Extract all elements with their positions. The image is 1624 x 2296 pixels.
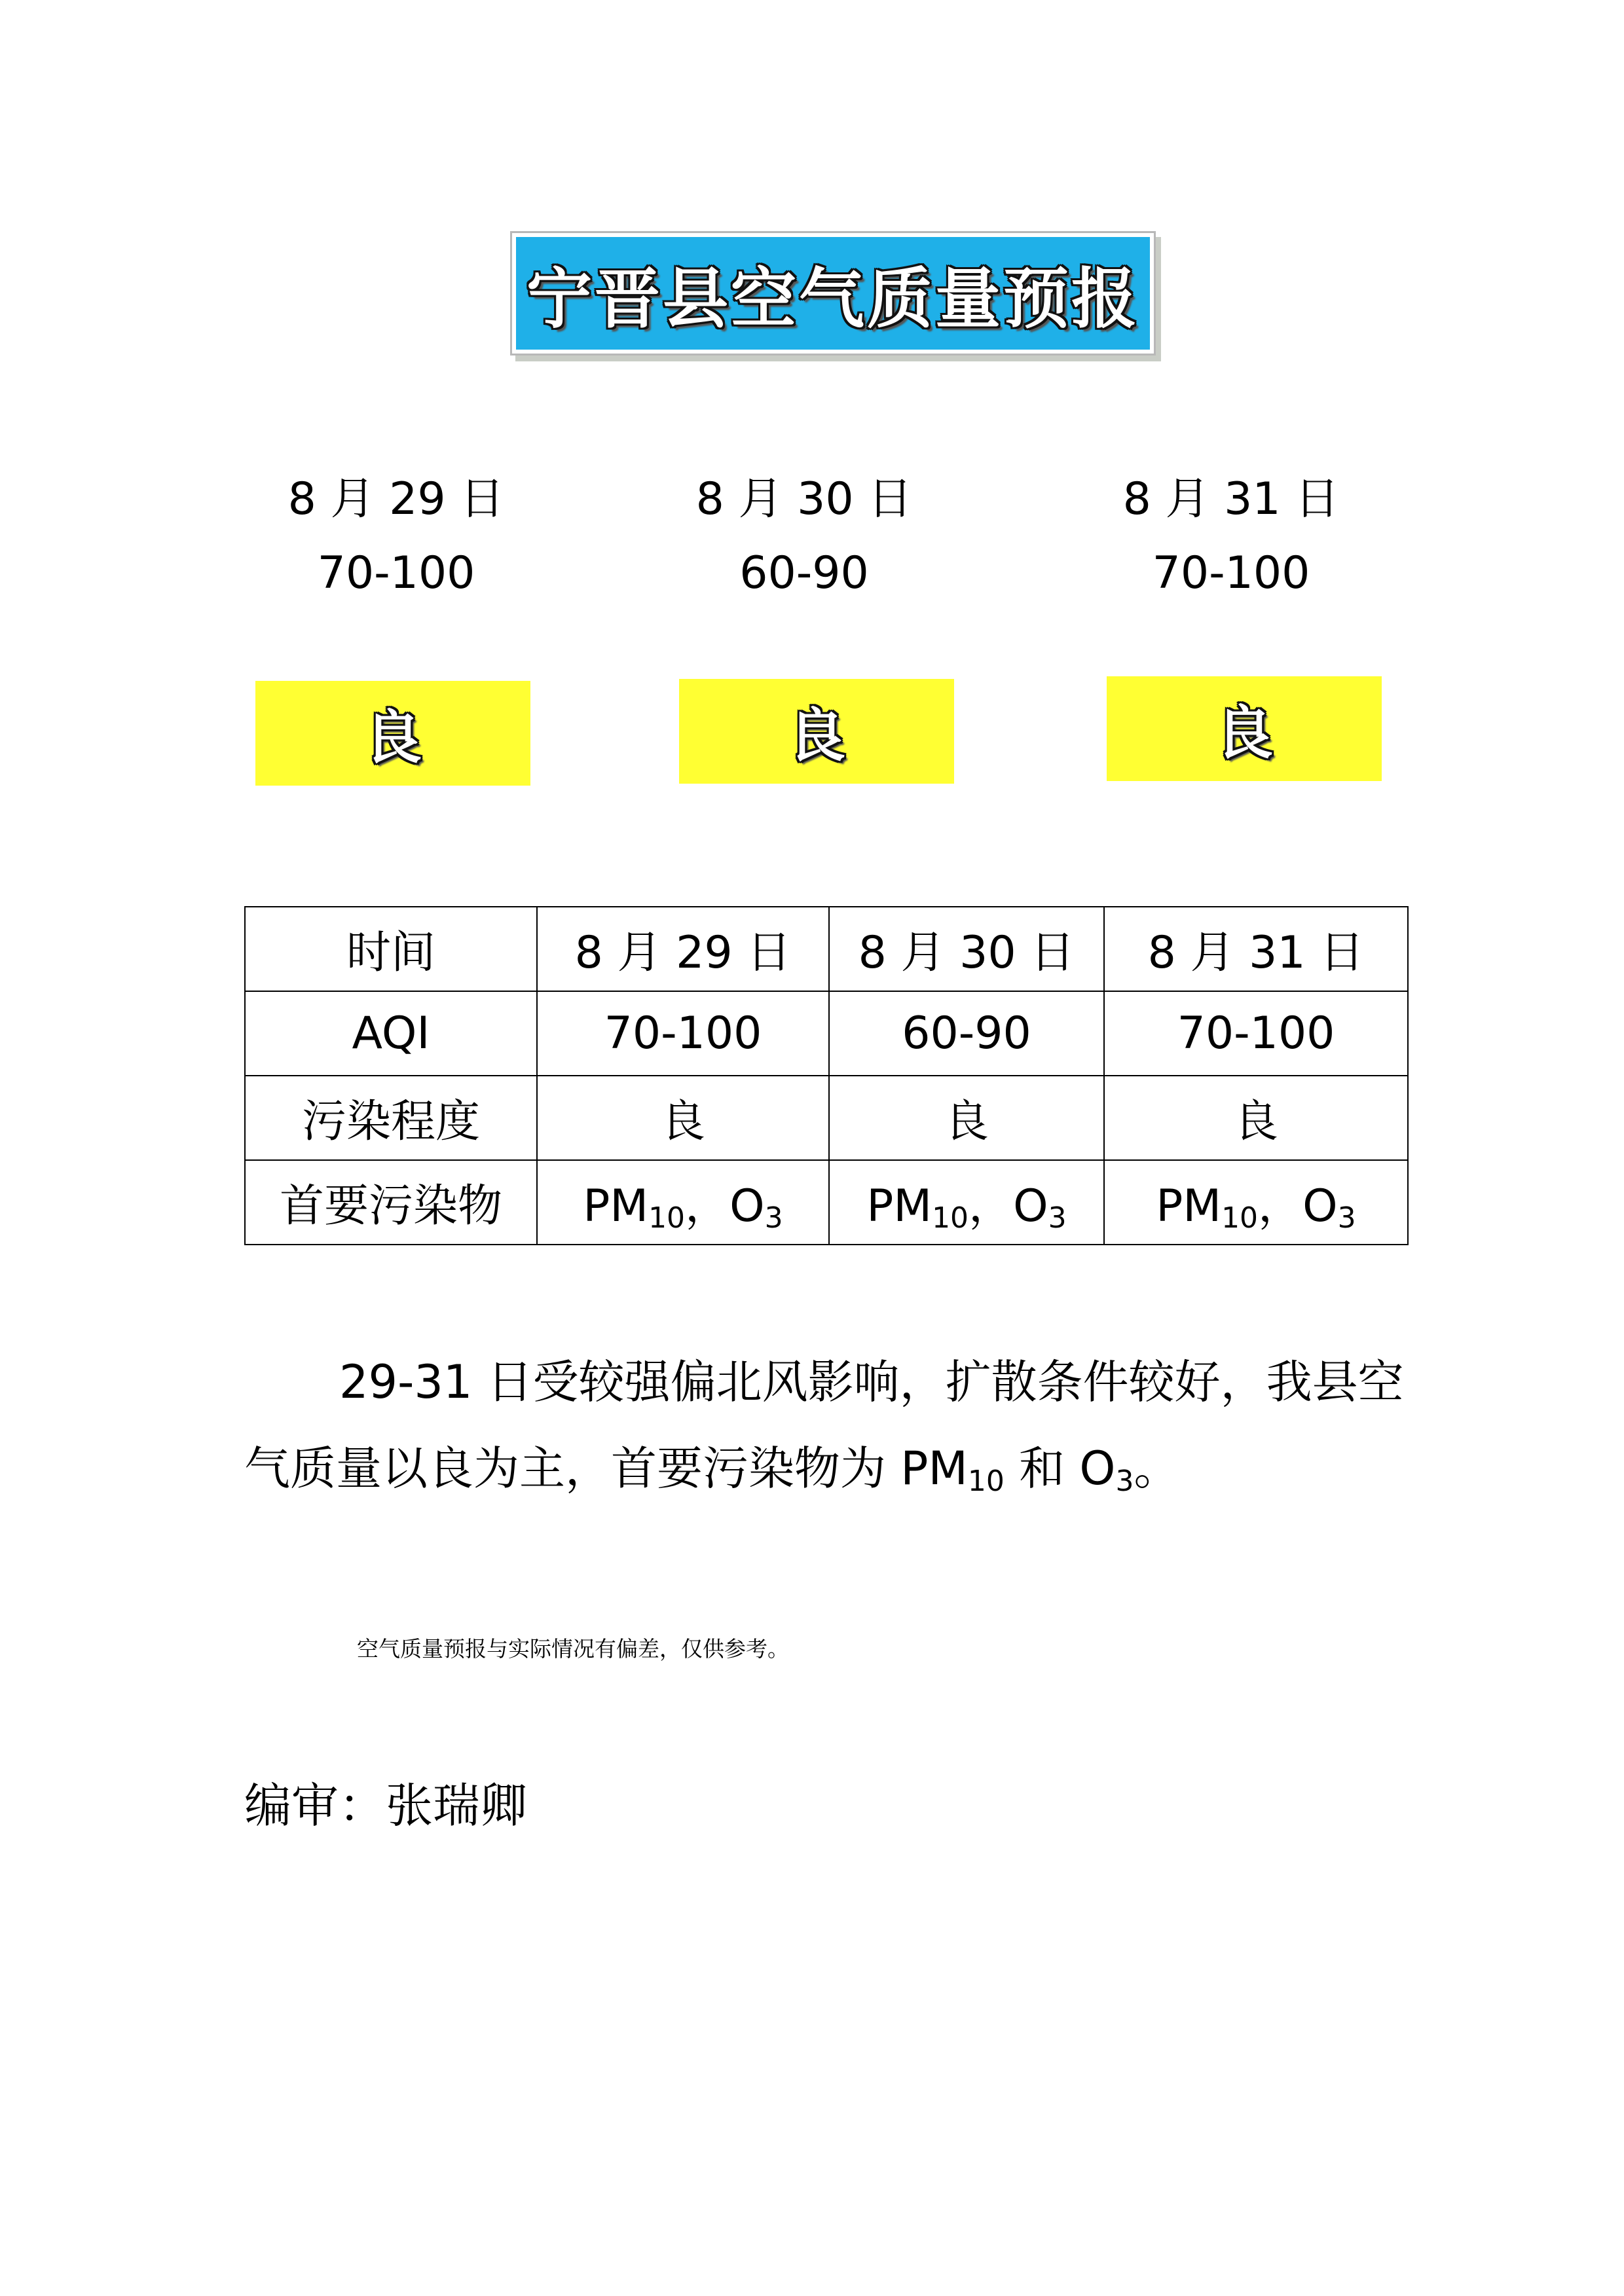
grade-text: 良 [1215, 699, 1273, 767]
pollutant-cell: $PM_{10}$，$O_3$ [1104, 1160, 1408, 1245]
table-row [245, 907, 1408, 991]
grade-text: 良 [363, 704, 422, 771]
page-title: 宁晋县空气质量预报 [526, 261, 1139, 337]
table-cell: 70-100 [537, 991, 829, 1076]
forecast-day-1 [226, 464, 566, 599]
grade-badge-day-1 [255, 681, 530, 786]
pollutant-cell: $PM_{10}$，$O_3$ [829, 1160, 1104, 1245]
grade-text: 良 [787, 702, 845, 769]
grade-badge-day-2 [679, 679, 954, 784]
title-banner [512, 233, 1154, 354]
row-label: 首要污染物 [245, 1160, 537, 1245]
grade-badge-day-3 [1107, 676, 1382, 781]
table-cell: 8 月 30 日 [829, 907, 1104, 991]
table-row [245, 991, 1408, 1076]
table-cell: 良 [1104, 1076, 1408, 1160]
forecast-aqi: 70-100 [317, 547, 475, 599]
pollutant-cell: $PM_{10}$，$O_3$ [537, 1160, 829, 1245]
table-cell: 8 月 29 日 [537, 907, 829, 991]
forecast-summary-paragraph: 29-31 日受较强偏北风影响，扩散条件较好，我县空气质量以良为主，首要污染物为 $PM_{10}$ 和 $O_3$。 [244, 1355, 1404, 1498]
table-cell: 良 [537, 1076, 829, 1160]
table-cell: 70-100 [1104, 991, 1408, 1076]
table-cell: 良 [829, 1076, 1104, 1160]
table-row [245, 1160, 1408, 1245]
table-row [245, 1076, 1408, 1160]
row-label: 时间 [245, 907, 537, 991]
editor-credit: 编审：张瑞卿 [244, 1778, 528, 1833]
forecast-aqi: 70-100 [1152, 547, 1310, 599]
forecast-aqi: 60-90 [739, 547, 869, 599]
table-cell: 8 月 31 日 [1104, 907, 1408, 991]
forecast-date: 8 月 30 日 [695, 473, 913, 525]
disclaimer-note: 空气质量预报与实际情况有偏差，仅供参考。 [357, 1636, 789, 1662]
forecast-table [244, 906, 1409, 1245]
forecast-day-2 [634, 464, 974, 599]
row-label: 污染程度 [245, 1076, 537, 1160]
forecast-date: 8 月 31 日 [1122, 473, 1340, 525]
table-cell: 60-90 [829, 991, 1104, 1076]
row-label: AQI [245, 991, 537, 1076]
forecast-date: 8 月 29 日 [287, 473, 505, 525]
forecast-day-3 [1061, 464, 1401, 599]
